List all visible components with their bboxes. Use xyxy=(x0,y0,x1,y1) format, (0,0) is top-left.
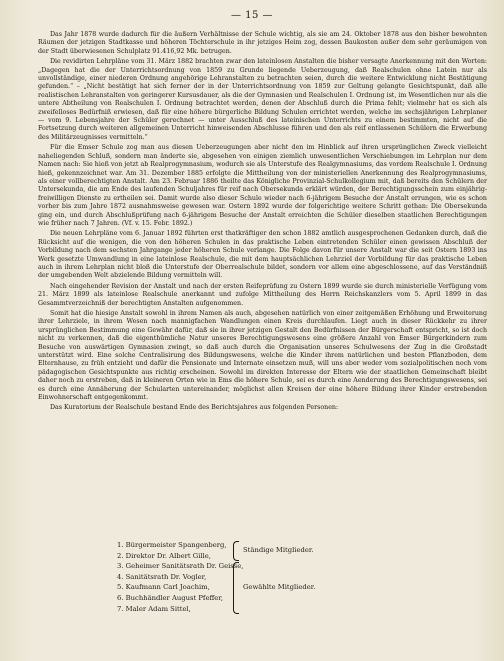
member-entry: 2. Direktor Dr. Albert Gille, xyxy=(117,551,211,560)
member-entry: 4. Sanitätsrath Dr. Vogler, xyxy=(117,572,207,581)
permanent-members-group xyxy=(117,540,314,561)
group-label: Gewählte Mitglieder. xyxy=(243,583,316,592)
paragraph: Die revidirten Lehrpläne vom 31. März 1882 brachten zwar den lateinlosen Anstalten die bisher versagte Anerkennung mit den Worten: „Dagegen hat die der Unterrichtsordnung von 1859 zu Grunde liegende Ueberzeugung, daß Realschulen ohne Latein nur als unvollständige, einer niederen Ordnung angehörige Lehranstalten zu betrachten seien, durch die weitere Entwicklung nicht Bestätigung gefunden.“ – „Nicht bestätigt hat sich ferner der in der Unterrichtsordnung von 1859 zur Geltung gelangte Gesichtspunkt, daß alle realistischen Lehranstalten von geringerer Kursusdauer, als die der Gymnasien und Realschulen I. Ordnung ist, im Wesentlichen nur als die untere Abtheilung von Realschulen I. Ordnung betrachtet werden, denen der Abschluß durch die Prima fehlt; vielmehr hat es sich als zweifelloses Bedürfniß erwiesen, daß für eine höhere bürgerliche Bildung Schulen errichtet werden, welche im sechsjährigen Lehrplaner — vom 9. Lebensjahre der Schüler gerechnet — unter Ausschluß des lateinischen Unterrichts zu einem bestimmten, nicht auf die Fortsetzung durch weiteren allgemeinen Unterricht hinweisenden Abschlusse führen und den als reif entlassenen Schülern die Erwerbung des Militärzeugnisses vermitteln.“ xyxy=(38,58,487,141)
group-label: Ständige Mitglieder. xyxy=(243,546,314,554)
paragraph: Nach eingehender Revision der Anstalt und nach der ersten Reifeprüfung zu Ostern 1899 wurde sie durch ministerielle Verfügung vom 21. März 1899 als lateinlose Realschule anerkannt und zufolge Mittheilung des Herrn Reichskanzlers vom 5. April 1899 in das Gesammtverzeichniß der berechtigten Anstalten aufgenommen. xyxy=(38,282,487,307)
paragraph: Die neuen Lehrpläne vom 6. Januar 1892 führten erst thatkräftiger den schon 1882 amtlich ausgesprochenen Gedanken durch, daß die Rücksicht auf die wenigen, die von den höheren Schulen in das praktische Leben eintretenden Schüler einen gewissen Abschluß der Vorbildung nach dem sechsten Jahrgange jeder höheren Schule verlange. Die Folge davon für unsere Anstalt war die seit Ostern 1893 ins Werk gesetzte Umwandlung in eine lateinlose Realschule, die mit dem hauptsächlichen Lehrziel der Vorbildung für das praktische Leben auch in ihrem Lehrplan nicht bloß die Unterstufe der Oberrealschule bildet, sondern vor allem eine abgeschlossene, auf das Verständniß der umgebenden Welt abzielende Bildung vermitteln will. xyxy=(38,230,487,280)
body-text xyxy=(38,31,487,415)
elected-members-group xyxy=(117,561,316,614)
member-entry: 5. Kaufmann Carl Joachim, xyxy=(117,583,210,592)
member-entry: 6. Buchhändler August Pfeffer, xyxy=(117,593,223,602)
member-entry: 3. Geheimer Sanitätsrath Dr. Geisse, xyxy=(117,562,244,571)
member-entry: 1. Bürgermeister Spangenberg, xyxy=(117,541,227,549)
member-entry: 7. Maler Adam Sittel, xyxy=(117,604,191,613)
curatorium-list xyxy=(117,540,316,614)
page-number: — 15 — xyxy=(230,10,274,21)
paragraph: Für die Emser Schule zog man aus diesen Ueberzeugungen aber nicht den im Hinblick auf ihren ursprünglichen Zweck vielleicht naheliegenden Schluß, sondern man änderte sie, abgesehen von einigen ziemlich unwesentlichen Verschiebungen im Lehrplan nur dem Namen nach: Sie hieß von jetzt ab Realprogymnasium, wodurch sie als Unterstufe des Realgymnasiums, das vordem Realschule I. Ordnung hieß, gekennzeichnet war. Am 31. Dezember 1885 erfolgte die Mittheilung von der ministeriellen Anerkennung des Realprogymnasiums, als einer vollberechtigten Anstalt. Am 23. Februar 1886 theilte das Königliche Provinzial-Schulkollegium mit, daß bereits den Schülern der Untersekunda, die am Ende des laufenden Schuljahres für reif nach Obersekunda erklärt würden, der Berechtigungsschein zum einjährig-freiwilligen Dienste zu ertheilen sei. Damit wurde also dieser Schule wieder nach 6-jährigem Besuche der Anstalt errungen, wie es schon vorher bis zum Jahre 1872 ausnahmsweise gewesen war. Ostern 1892 wurde der folgerichtige weitere Schritt gethan: Die Obersekunda ging ein, und durch Abschlußprüfung nach 6-jährigem Besuche der Anstalt erreichten die Schüler dieselben staatlichen Berechtigungen wie früher nach 7 Jahren. (Vf. v. 15. Febr. 1892.) xyxy=(38,144,487,227)
brace xyxy=(233,541,239,561)
brace xyxy=(233,562,239,614)
paragraph: Somit hat die hiesige Anstalt sowohl in ihrem Namen als auch, abgesehen natürlich von einer zeitgemäßen Erhöhung und Erweiterung ihrer Lehrziele, in ihrem Wesen nach mannigfachen Wandlungen einen Kreis durchlaufen. Liegt auch in dieser Rückkehr zu ihrer ursprünglichen Bestimmung eine Gewähr dafür, daß sie in ihrer jetzigen Gestalt den Bedürfnissen der Bürgerschaft entspricht, so ist doch nicht zu verkennen, daß die eigenthümliche Natur unseres Berechtigungswesens eine größere Anzahl von Emser Bürgerkindern zum Besuche von auswärtigen Gymnasien zwingt, so daß auch durch die Organisation unseres Schulwesens der Zug in die Großstadt unterstützt wird. Eine solche Centralisirung des Bildungswesens, welche die Kinder ihrem natürlichen und besten Pflanzboden, dem Elternhause, zu früh entzieht und dafür die Pensionate und Internate einsetzen muß, will uns aber weder vom sozialpolitischen noch vom pädagogischen Gesichtspunkte aus richtig erscheinen. Sowohl im direkten Interesse der Eltern wie der staatlichen Gemeinschaft bleibt daher noch zu erstreben, daß in kleineren Orten wie in Ems die höhere Schule, sei es durch eine Aenderung des Berechtigungswesens, sei es durch eine Annäherung der Schularten untereinander, möglichst allen Kreisen der eine höhere Bildung ihrer Kinder erstrebenden Einwohnerschaft entgegenkommt. xyxy=(38,310,487,402)
paragraph: Das Kuratorium der Realschule bestand Ende des Berichtsjahres aus folgenden Personen: xyxy=(50,404,339,412)
paragraph: Das Jahr 1878 wurde dadurch für die äußern Verhältnisse der Schule wichtig, als sie am 24. Oktober 1878 aus den bisher bewohnten Räumen der jetzigen Stadtkasse und höheren Töchterschule in ihr jetziges Heim zog, dessen Baukosten außer dem sehr geräumigen von der Stadt überwiesenen Schulplatz 91.416,92 Mk. betrugen. xyxy=(38,31,487,55)
